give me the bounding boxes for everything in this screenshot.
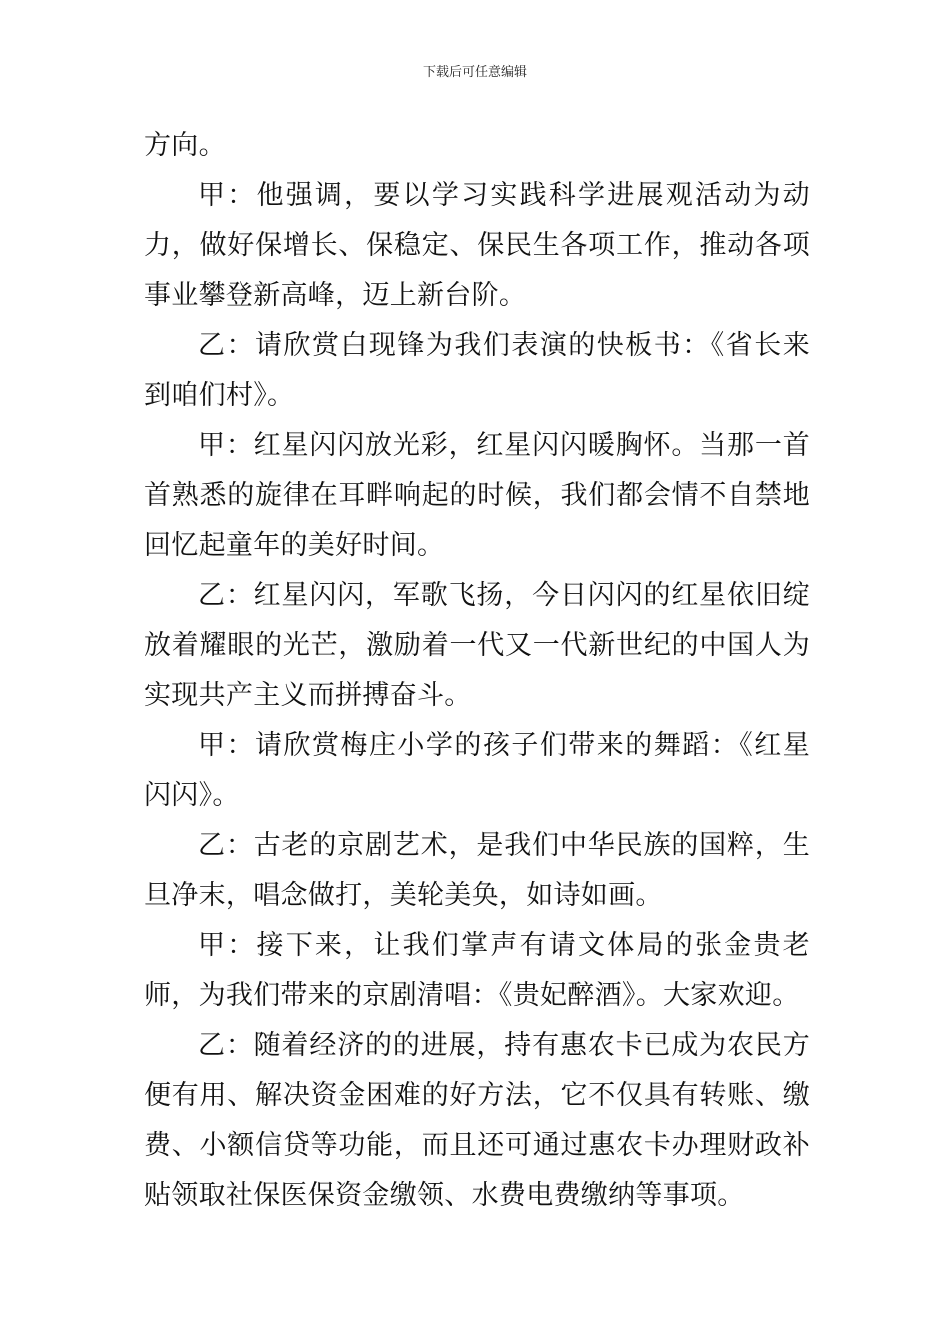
paragraph: 乙：随着经济的的进展，持有惠农卡已成为农民方便有用、解决资金困难的好方法，它不仅具有转账、缴费、小额信贷等功能，而且还可通过惠农卡办理财政补贴领取社保医保资金缴领、水费电费缴纳等事项。 [144, 1030, 810, 1211]
paragraph: 甲：接下来，让我们掌声有请文体局的张金贵老师，为我们带来的京剧清唱：《贵妃醉酒》。大家欢迎。 [144, 930, 810, 1011]
document-body [144, 121, 810, 1221]
paragraph: 乙：请欣赏白现锋为我们表演的快板书：《省长来到咱们村》。 [144, 330, 810, 411]
paragraph: 乙：红星闪闪，军歌飞扬，今日闪闪的红星依旧绽放着耀眼的光芒，激励着一代又一代新世纪的中国人为实现共产主义而拼搏奋斗。 [144, 580, 810, 711]
page-header: 下载后可任意编辑 [422, 65, 527, 80]
paragraph: 方向。 [144, 130, 226, 161]
paragraph: 甲：请欣赏梅庄小学的孩子们带来的舞蹈：《红星闪闪》。 [144, 730, 810, 811]
paragraph: 甲：他强调，要以学习实践科学进展观活动为动力，做好保增长、保稳定、保民生各项工作，推动各项事业攀登新高峰，迈上新台阶。 [144, 180, 810, 311]
paragraph: 乙：古老的京剧艺术，是我们中华民族的国粹，生旦净末，唱念做打，美轮美奂，如诗如画。 [144, 830, 810, 911]
paragraph: 甲：红星闪闪放光彩，红星闪闪暖胸怀。当那一首首熟悉的旋律在耳畔响起的时候，我们都会情不自禁地回忆起童年的美好时间。 [144, 430, 810, 561]
